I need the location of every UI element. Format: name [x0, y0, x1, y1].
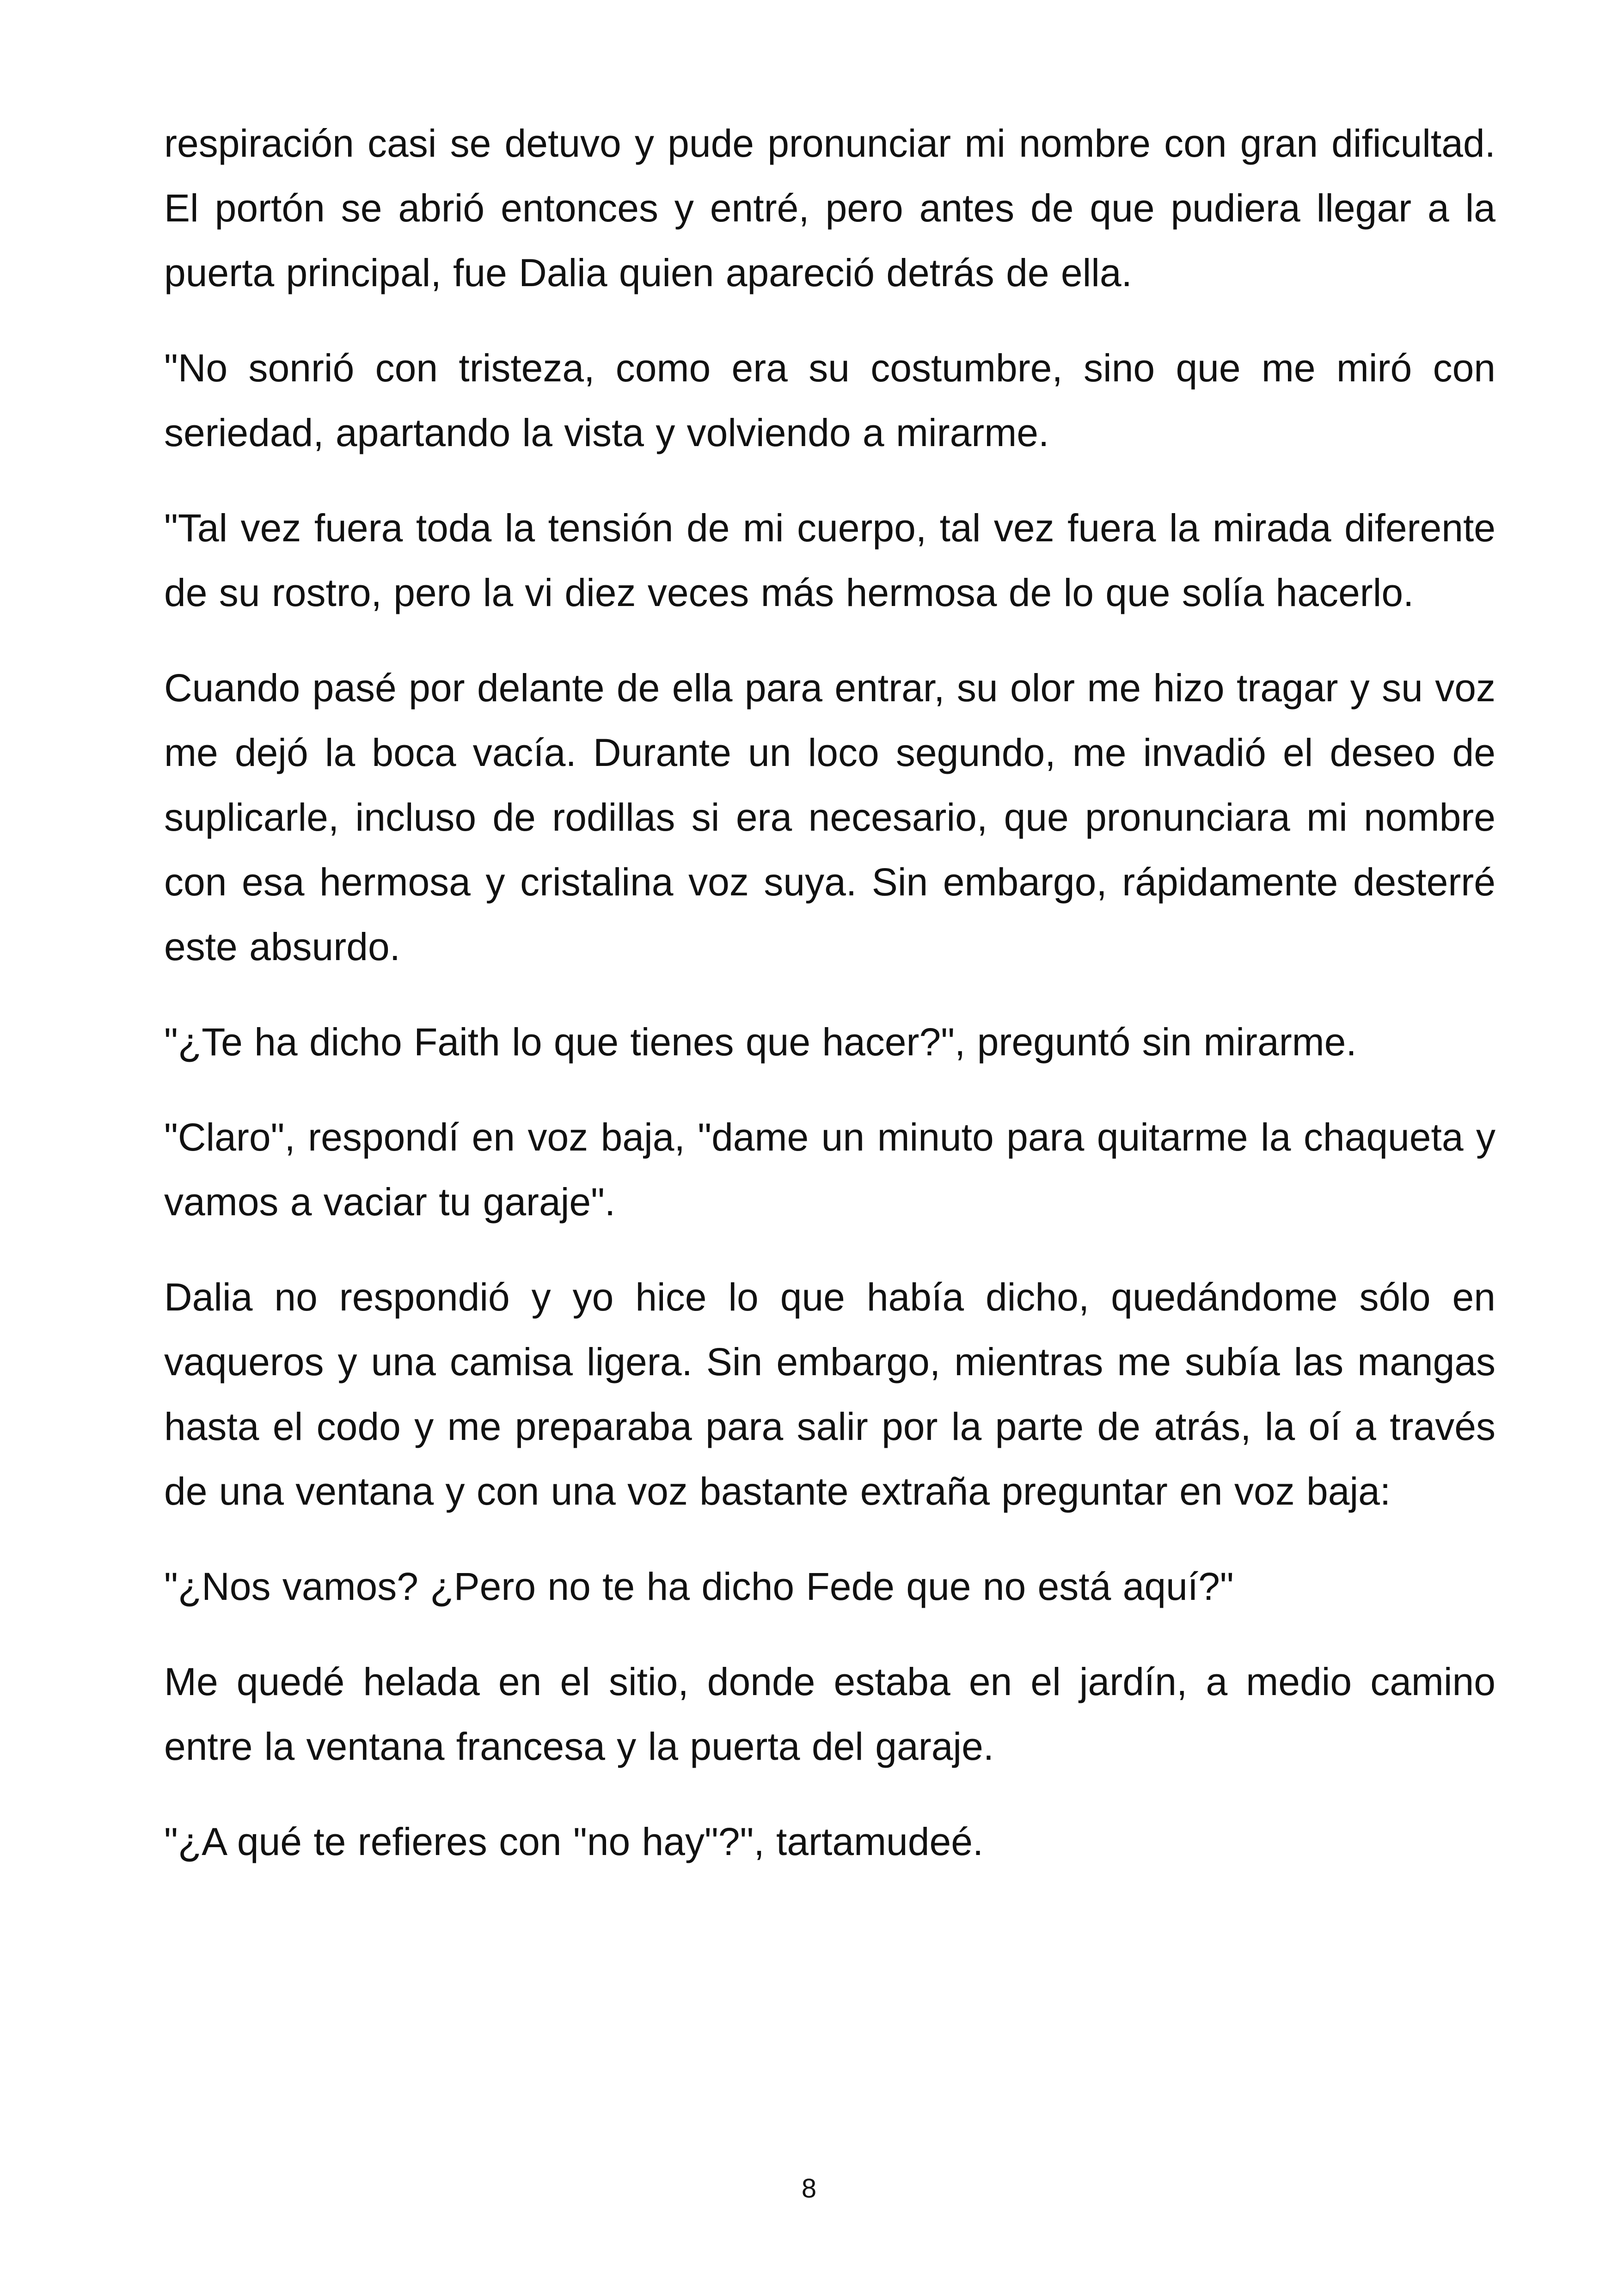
- paragraph: Me quedé helada en el sitio, donde estaba en el jardín, a medio camino entre la ventana francesa y la puerta del garaje.: [164, 1660, 1495, 1768]
- paragraph: "Tal vez fuera toda la tensión de mi cuerpo, tal vez fuera la mirada diferente de su rostro, pero la vi diez veces más hermosa de lo que solía hacerlo.: [164, 506, 1495, 614]
- paragraph: "No sonrió con tristeza, como era su costumbre, sino que me miró con seriedad, apartando la vista y volviendo a mirarme.: [164, 346, 1495, 454]
- body-text: [164, 111, 1495, 1904]
- paragraph: "¿A qué te refieres con "no hay"?", tartamudeé.: [164, 1820, 984, 1863]
- paragraph: "¿Nos vamos? ¿Pero no te ha dicho Fede que no está aquí?": [164, 1565, 1234, 1608]
- page-number: 8: [801, 2174, 817, 2204]
- paragraph: "Claro", respondí en voz baja, "dame un minuto para quitarme la chaqueta y vamos a vaciar tu garaje".: [164, 1115, 1495, 1224]
- paragraph: Cuando pasé por delante de ella para entrar, su olor me hizo tragar y su voz me dejó la boca vacía. Durante un loco segundo, me invadió el deseo de suplicarle, incluso de rodillas si era necesario, que pronunciara mi nombre con esa hermosa y cristalina voz suya. Sin embargo, rápidamente desterré este absurdo.: [164, 666, 1495, 968]
- paragraph: Dalia no respondió y yo hice lo que había dicho, quedándome sólo en vaqueros y una camisa ligera. Sin embargo, mientras me subía las mangas hasta el codo y me preparaba para salir por la parte de atrás, la oí a través de una ventana y con una voz bastante extraña preguntar en voz baja:: [164, 1275, 1495, 1513]
- paragraph: "¿Te ha dicho Faith lo que tienes que hacer?", preguntó sin mirarme.: [164, 1020, 1357, 1064]
- paragraph: respiración casi se detuvo y pude pronunciar mi nombre con gran dificultad. El portón se abrió entonces y entré, pero antes de que pudiera llegar a la puerta principal, fue Dalia quien apareció detrás de ella.: [164, 122, 1495, 294]
